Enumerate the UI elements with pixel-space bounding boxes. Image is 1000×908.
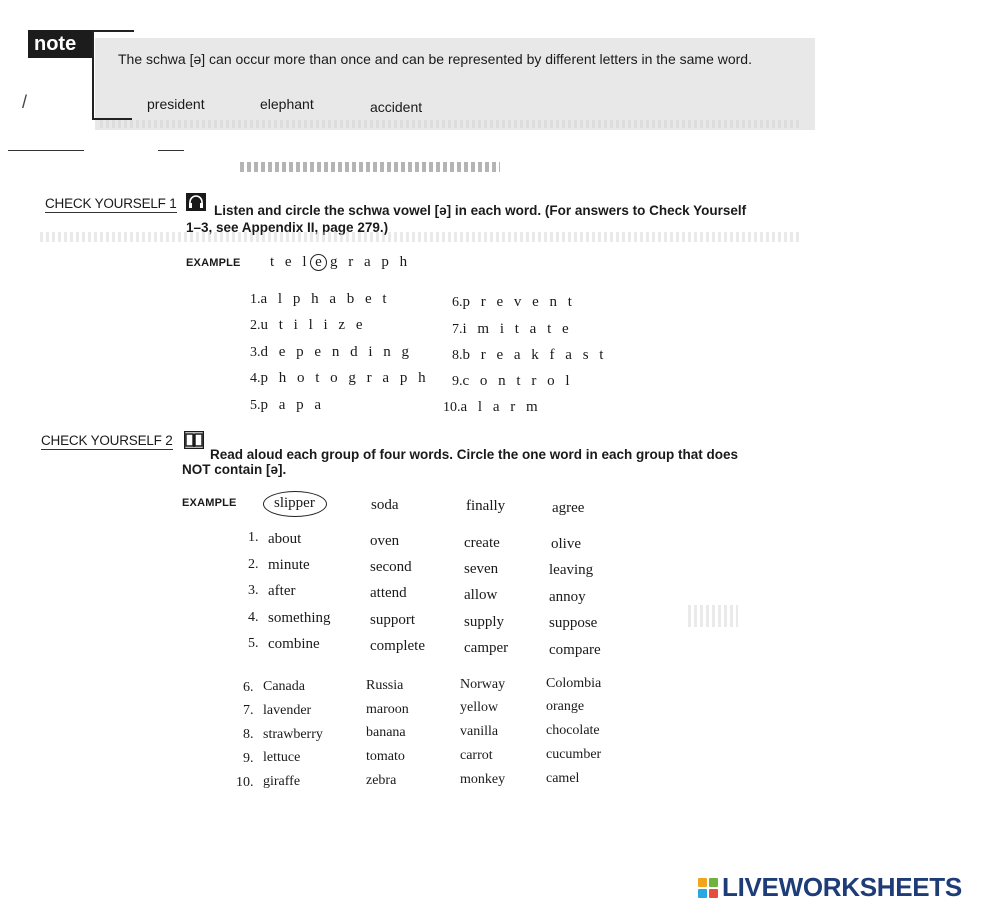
word-option[interactable]: oven (370, 533, 400, 549)
example-word: slipper (274, 495, 315, 511)
item-number: 1. (250, 292, 261, 307)
row-number: 10. (236, 775, 254, 790)
word-option[interactable]: banana (366, 725, 406, 740)
cy1-item[interactable] (250, 396, 325, 414)
check-yourself-1-label: CHECK YOURSELF 1 (45, 196, 177, 211)
note-tag: note (28, 30, 92, 58)
example-label: EXAMPLE (182, 497, 237, 509)
note-bottom-rule (92, 118, 132, 120)
word-option[interactable]: zebra (366, 773, 397, 788)
note-text: The schwa [ə] can occur more than once and can be represented by different letters in the same word. (118, 51, 752, 67)
item-number: 3. (250, 345, 261, 360)
cy1-item[interactable] (452, 293, 575, 311)
item-word: c o n t r o l (462, 373, 573, 389)
word-option[interactable]: leaving (549, 562, 594, 578)
cy1-item[interactable] (250, 290, 390, 308)
word-option[interactable]: seven (464, 561, 499, 577)
word-option[interactable]: Canada (263, 679, 305, 694)
item-number: 5. (250, 398, 261, 413)
word-option[interactable]: allow (464, 587, 498, 603)
word-option[interactable]: Colombia (546, 676, 602, 691)
word-option[interactable]: something (268, 610, 331, 626)
word-option[interactable]: supply (464, 614, 505, 630)
word-option[interactable]: yellow (460, 700, 499, 715)
word-option[interactable]: Russia (366, 678, 404, 693)
word-option[interactable]: carrot (460, 748, 493, 763)
scan-noise (100, 120, 800, 128)
word-option[interactable]: attend (370, 585, 407, 601)
word-option[interactable]: maroon (366, 702, 409, 717)
note-example-word: accident (370, 99, 423, 115)
example-word-start: t e l (270, 254, 310, 270)
word-option[interactable]: monkey (460, 772, 506, 787)
item-word: p a p a (260, 397, 325, 413)
example-word-end: g r a p h (330, 254, 411, 270)
scan-noise (688, 605, 738, 627)
note-top-rule (92, 30, 134, 32)
example-word (270, 254, 411, 271)
item-number: 10. (443, 400, 461, 415)
word-option[interactable]: compare (549, 642, 601, 658)
item-number: 6. (452, 295, 463, 310)
item-number: 8. (452, 348, 463, 363)
word-option[interactable]: chocolate (546, 723, 600, 738)
cy1-item[interactable] (250, 343, 412, 361)
row-number: 1. (248, 530, 259, 545)
check-yourself-2-label: CHECK YOURSELF 2 (41, 433, 173, 448)
item-word: u t i l i z e (260, 317, 366, 333)
cut-off-text-line (240, 162, 500, 172)
word-option[interactable]: suppose (549, 615, 598, 631)
word-option[interactable]: about (268, 531, 302, 547)
row-number: 8. (243, 727, 254, 742)
check-yourself-1-instruction: Listen and circle the schwa vowel [ə] in each word. (For answers to Check Yourself (214, 203, 747, 218)
circled-schwa: e (310, 254, 327, 271)
check-yourself-2-instruction: Read aloud each group of four words. Circle the one word in each group that does (210, 447, 739, 462)
row-number: 2. (248, 557, 259, 572)
headphones-icon (186, 193, 206, 211)
item-number: 4. (250, 371, 261, 386)
word-option[interactable]: vanilla (460, 724, 499, 739)
item-word: p h o t o g r a p h (260, 370, 430, 386)
word-option[interactable]: second (370, 559, 412, 575)
word-option[interactable]: annoy (549, 589, 586, 605)
word-option[interactable]: camper (464, 640, 509, 656)
row-number: 4. (248, 610, 259, 625)
word-option[interactable]: minute (268, 557, 310, 573)
word-option[interactable]: lavender (263, 703, 312, 718)
item-word: p r e v e n t (462, 294, 576, 310)
item-number: 7. (452, 322, 463, 337)
word-option[interactable]: camel (546, 771, 580, 786)
word-option[interactable]: complete (370, 638, 425, 654)
row-number: 9. (243, 751, 254, 766)
row-number: 3. (248, 583, 259, 598)
row-number: 5. (248, 636, 259, 651)
item-word: a l a r m (460, 399, 542, 415)
word-option[interactable]: strawberry (263, 727, 323, 742)
cy1-item[interactable] (250, 316, 366, 334)
row-number: 6. (243, 680, 254, 695)
word-option[interactable]: support (370, 612, 415, 628)
cy1-item[interactable] (452, 372, 573, 390)
divider-rule (8, 150, 84, 151)
word-option[interactable]: after (268, 583, 296, 599)
word-option[interactable]: cucumber (546, 747, 602, 762)
logo-text: LIVEWORKSHEETS (722, 872, 962, 902)
example-word: soda (371, 497, 399, 513)
stray-mark: / (22, 92, 28, 112)
note-side-rule (92, 30, 94, 120)
example-label: EXAMPLE (186, 257, 241, 269)
cy1-item[interactable] (452, 346, 607, 364)
example-word: finally (466, 498, 506, 514)
word-option[interactable]: create (464, 535, 500, 551)
word-option[interactable]: giraffe (263, 774, 301, 789)
word-option[interactable]: Norway (460, 677, 506, 692)
item-word: d e p e n d i n g (260, 344, 413, 360)
book-icon (184, 431, 204, 449)
word-option[interactable]: combine (268, 636, 320, 652)
item-word: b r e a k f a s t (462, 347, 607, 363)
example-word: agree (552, 500, 585, 516)
item-word: a l p h a b e t (260, 291, 391, 307)
word-option[interactable]: orange (546, 699, 585, 714)
note-example-word: elephant (260, 96, 314, 112)
cy1-item[interactable] (250, 369, 429, 387)
liveworksheets-logo (698, 872, 962, 903)
divider-rule (158, 150, 184, 151)
item-number: 2. (250, 318, 261, 333)
item-number: 9. (452, 374, 463, 389)
word-option[interactable]: lettuce (263, 750, 301, 765)
note-example-word: president (147, 96, 205, 112)
check-yourself-2-instruction-cont: NOT contain [ə]. (182, 462, 287, 477)
word-option[interactable]: olive (551, 536, 581, 552)
check-yourself-1-instruction-cont: 1–3, see Appendix II, page 279.) (186, 220, 389, 235)
scan-noise (40, 232, 800, 242)
cy1-item[interactable] (452, 320, 572, 338)
row-number: 7. (243, 703, 254, 718)
word-option[interactable]: tomato (366, 749, 405, 764)
item-word: i m i t a t e (462, 321, 573, 337)
cy1-item[interactable] (443, 398, 541, 416)
logo-mark-icon (698, 878, 718, 898)
